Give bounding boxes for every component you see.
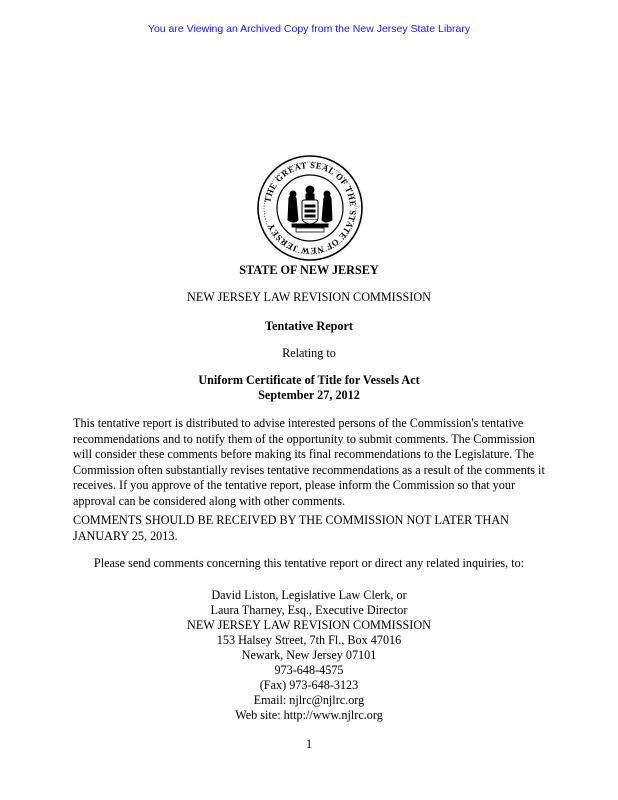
contact-line: (Fax) 973-648-3123 <box>259 678 359 692</box>
deadline-paragraph <box>73 513 548 544</box>
coat-of-arms-icon <box>288 186 332 232</box>
report-type: Tentative Report <box>265 319 353 333</box>
intro-line: recommendations and to notify them of the opportunity to submit comments. The Commission <box>73 431 535 446</box>
intro-line: This tentative report is distributed to advise interested persons of the Commission's tentative <box>73 416 524 430</box>
contact-line: NEW JERSEY LAW REVISION COMMISSION <box>187 618 431 632</box>
report-date: September 27, 2012 <box>258 388 360 402</box>
intro-line: receives. If you approve of the tentative report, please inform the Commission so that your <box>73 478 516 492</box>
intro-paragraph <box>73 416 548 509</box>
intro-line: Commission often substantially revises tentative recommendations as a result of the comments it <box>73 462 545 477</box>
contact-email: Email: njlrc@njlrc.org <box>253 693 365 707</box>
page-number: 1 <box>305 737 313 751</box>
seal-ring-text: THE GREAT SEAL OF THE STATE OF NEW JERSEY <box>262 159 359 257</box>
report-subject: Uniform Certificate of Title for Vessels Act <box>198 373 420 387</box>
state-seal-logo <box>256 154 364 262</box>
seal-graphic <box>256 154 364 262</box>
send-comments-line: Please send comments concerning this tentative report or direct any related inquiries, to: <box>93 556 525 570</box>
contact-line: David Liston, Legislative Law Clerk, or <box>211 588 407 602</box>
commission-heading: NEW JERSEY LAW REVISION COMMISSION <box>187 290 431 304</box>
contact-line: 973-648-4575 <box>274 663 344 677</box>
deadline-line: JANUARY 25, 2013. <box>73 528 178 543</box>
archive-banner: You are Viewing an Archived Copy from the New Jersey State Library <box>147 23 471 35</box>
contact-line: 153 Halsey Street, 7th Fl., Box 47016 <box>216 633 402 647</box>
relating-to: Relating to <box>282 346 336 360</box>
intro-line: approval can be considered along with other comments. <box>73 493 346 508</box>
intro-line: will consider these comments before making its final recommendations to the Legislature. The <box>73 447 535 461</box>
state-heading: STATE OF NEW JERSEY <box>239 263 379 277</box>
deadline-line: COMMENTS SHOULD BE RECEIVED BY THE COMMISSION NOT LATER THAN <box>73 513 509 527</box>
contact-website: Web site: http://www.njlrc.org <box>235 708 383 722</box>
contact-line: Newark, New Jersey 07101 <box>241 648 377 662</box>
contact-line: Laura Tharney, Esq., Executive Director <box>210 603 408 617</box>
